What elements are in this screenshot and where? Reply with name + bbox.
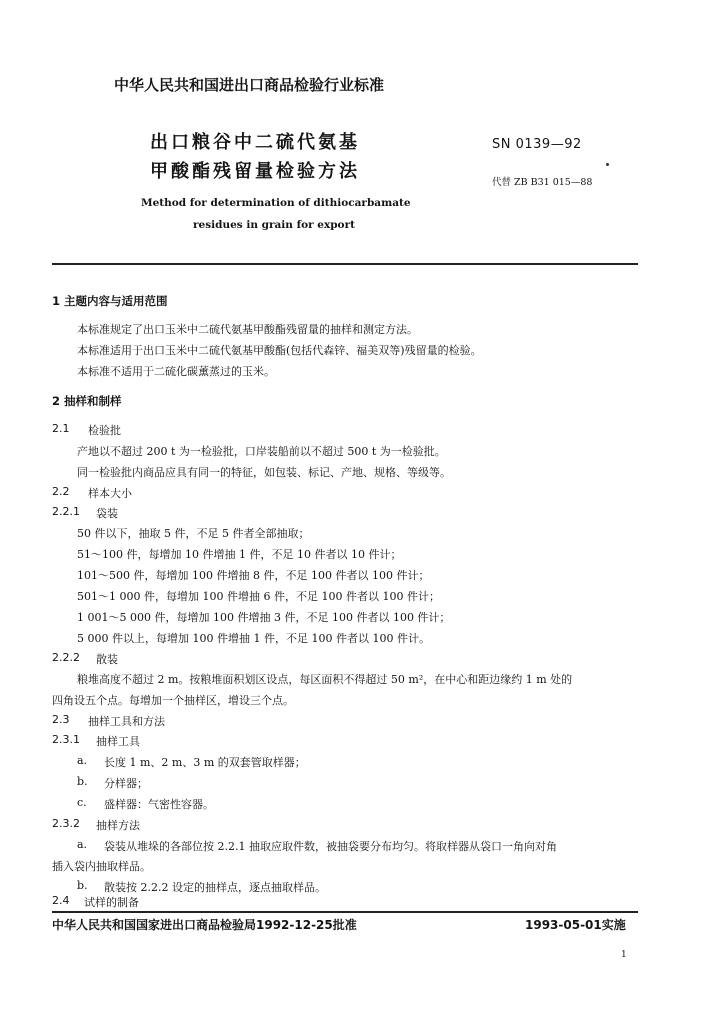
section-2-2-1-number: 2.2.1 xyxy=(52,505,80,518)
section-2-3-2-number: 2.3.2 xyxy=(52,817,80,830)
standard-number: SN 0139—92 xyxy=(492,137,582,152)
section-2-heading: 2 抽样和制样 xyxy=(52,394,122,408)
title-line-2: 甲酸酯残留量检验方法 xyxy=(150,161,360,182)
page-number: 1 xyxy=(621,950,627,960)
method-item-text: 袋装从堆垛的各部位按 2.2.1 抽取应取件数，被抽袋要分布均匀。将取样器从袋口一角向对角 xyxy=(104,840,557,853)
section-2-2-2-title: 散装 xyxy=(96,653,118,666)
speck-mark xyxy=(606,163,609,166)
section-2-3-2-title: 抽样方法 xyxy=(96,819,140,832)
title-line-1: 出口粮谷中二硫代氨基 xyxy=(150,132,360,153)
section-2-2-2-number: 2.2.2 xyxy=(52,651,80,664)
tool-item-label: b. xyxy=(77,775,88,788)
section-2-3-1-number: 2.3.1 xyxy=(52,733,80,746)
method-item-label: a. xyxy=(77,838,88,851)
sample-size-rule: 51～100 件，每增加 10 件增抽 1 件，不足 10 件者以 10 件计； xyxy=(77,548,402,561)
section-2-4-title: 试样的制备 xyxy=(84,896,139,909)
section-2-2-2-paragraph: 粮堆高度不超过 2 m。按粮堆面积划区设点，每区面积不得超过 50 m²，在中心和距边缘约 1 m 处的 xyxy=(77,673,573,686)
section-2-3-title: 抽样工具和方法 xyxy=(88,715,165,728)
section-2-1-paragraph: 同一检验批内商品应具有同一的特征，如包装、标记、产地、规格、等级等。 xyxy=(77,466,451,479)
method-item-text: 插入袋内抽取样品。 xyxy=(52,860,151,873)
section-2-2-title: 样本大小 xyxy=(88,487,132,500)
method-item-label: b. xyxy=(77,879,88,892)
sample-size-rule: 5 000 件以上，每增加 100 件增抽 1 件，不足 100 件者以 100 件计。 xyxy=(77,632,430,645)
standard-type: 中华人民共和国进出口商品检验行业标准 xyxy=(114,76,385,94)
section-2-4-number: 2.4 xyxy=(52,894,70,907)
section-2-1-title: 检验批 xyxy=(88,424,121,437)
effective-date: 1993-05-01实施 xyxy=(525,918,626,932)
section-1-paragraph: 本标准适用于出口玉米中二硫代氨基甲酸酯(包括代森锌、福美双等)残留量的检验。 xyxy=(77,344,482,357)
header-rule xyxy=(52,263,638,265)
tool-item-label: a. xyxy=(77,754,88,767)
sample-size-rule: 1 001～5 000 件，每增加 100 件增抽 3 件，不足 100 件者以 100 件计； xyxy=(77,611,451,624)
english-title-line-1: Method for determination of dithiocarbamate xyxy=(141,197,411,209)
section-2-3-1-title: 抽样工具 xyxy=(96,735,140,748)
english-title-line-2: residues in grain for export xyxy=(193,219,355,231)
tool-item-label: c. xyxy=(77,796,87,809)
sample-size-rule: 501～1 000 件，每增加 100 件增抽 6 件，不足 100 件者以 100 件计； xyxy=(77,590,440,603)
section-2-2-1-title: 袋装 xyxy=(96,507,118,520)
footer-rule xyxy=(52,911,638,913)
tool-item-text: 长度 1 m、2 m、3 m 的双套管取样器； xyxy=(104,756,306,769)
approval-note: 中华人民共和国国家进出口商品检验局1992-12-25批准 xyxy=(52,918,357,932)
sample-size-rule: 50 件以下，抽取 5 件，不足 5 件者全部抽取； xyxy=(77,527,310,540)
method-item-text: 散装按 2.2.2 设定的抽样点，逐点抽取样品。 xyxy=(104,881,326,894)
section-1-heading: 1 主题内容与适用范围 xyxy=(52,294,168,308)
section-2-1-number: 2.1 xyxy=(52,422,70,435)
section-2-2-2-paragraph: 四角设五个点。每增加一个抽样区，增设三个点。 xyxy=(52,694,294,707)
section-2-1-paragraph: 产地以不超过 200 t 为一检验批，口岸装船前以不超过 500 t 为一检验批。 xyxy=(77,445,446,458)
section-2-2-number: 2.2 xyxy=(52,485,70,498)
replaces-note: 代替 ZB B31 015—88 xyxy=(492,177,593,188)
section-2-3-number: 2.3 xyxy=(52,713,70,726)
sample-size-rule: 101～500 件，每增加 100 件增抽 8 件，不足 100 件者以 100 件计； xyxy=(77,569,430,582)
tool-item-text: 分样器； xyxy=(104,777,148,790)
section-1-paragraph: 本标准不适用于二硫化碳薰蒸过的玉米。 xyxy=(77,365,275,378)
section-1-paragraph: 本标准规定了出口玉米中二硫代氨基甲酸酯残留量的抽样和测定方法。 xyxy=(77,323,418,336)
tool-item-text: 盛样器：气密性容器。 xyxy=(104,798,214,811)
